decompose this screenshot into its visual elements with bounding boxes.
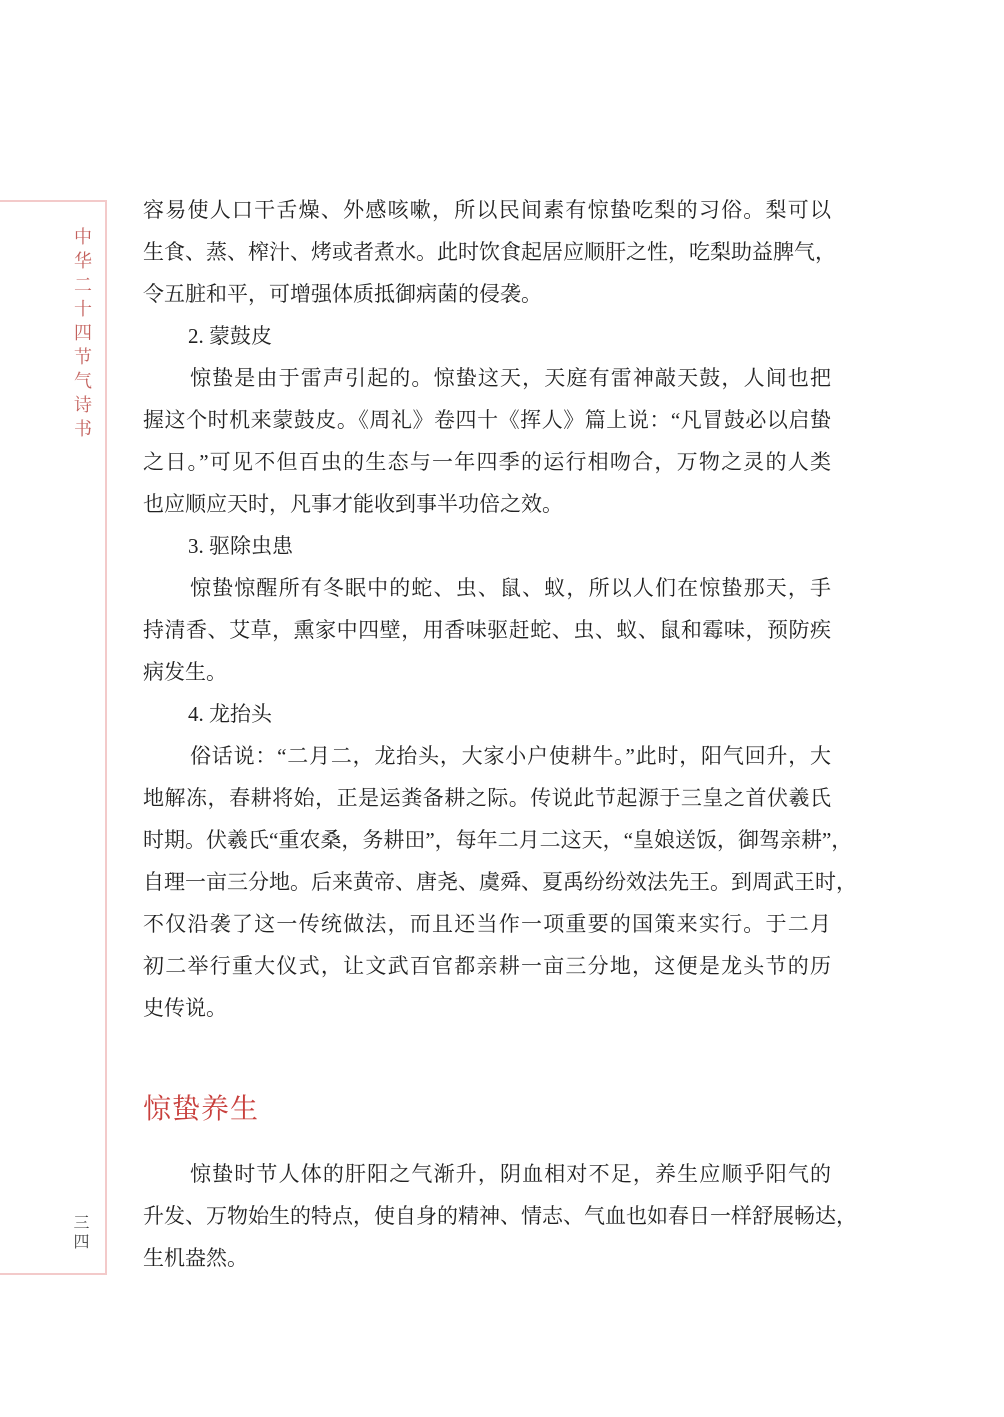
- paragraph-line: 自理一亩三分地。后来黄帝、唐尧、虞舜、夏禹纷纷效法先王。到周武王时，: [143, 870, 857, 894]
- paragraph-line: 容易使人口干舌燥、外感咳嗽，所以民间素有惊蛰吃梨的习俗。梨可以: [143, 198, 831, 222]
- paragraph-line: 地解冻，春耕将始，正是运粪备耕之际。传说此节起源于三皇之首伏羲氏: [143, 786, 831, 810]
- paragraph-line: 病发生。: [143, 660, 227, 684]
- content: [143, 189, 857, 1279]
- paragraph-line: 生食、蒸、榨汁、烤或者煮水。此时饮食起居应顺肝之性，吃梨助益脾气，: [143, 240, 836, 264]
- paragraph-line: 俗话说：“二月二，龙抬头，大家小户使耕牛。”此时，阳气回升，大: [190, 744, 831, 768]
- paragraph: [143, 567, 831, 693]
- sub-heading: 2. 蒙鼓皮: [188, 324, 272, 348]
- sub-heading: 3. 驱除虫患: [188, 534, 293, 558]
- section-title: 惊蛰养生: [143, 1094, 260, 1125]
- paragraph: [143, 189, 836, 315]
- page-number: 三四: [71, 1214, 88, 1252]
- paragraph-line: 生机盎然。: [143, 1246, 248, 1270]
- paragraph-line: 惊蛰时节人体的肝阳之气渐升，阴血相对不足，养生应顺乎阳气的: [190, 1162, 831, 1186]
- paragraph: [143, 1153, 857, 1279]
- paragraph: [143, 357, 831, 525]
- paragraph-line: 升发、万物始生的特点，使自身的精神、情志、气血也如春日一样舒展畅达，: [143, 1204, 857, 1228]
- paragraph-line: 握这个时机来蒙鼓皮。《周礼》卷四十《挥人》篇上说：“凡冒鼓必以启蛰: [143, 408, 831, 432]
- paragraph-line: 持清香、艾草，熏家中四壁，用香味驱赶蛇、虫、蚁、鼠和霉味，预防疾: [143, 618, 831, 642]
- paragraph: [143, 735, 857, 1029]
- paragraph-line: 初二举行重大仪式，让文武百官都亲耕一亩三分地，这便是龙头节的历: [143, 954, 831, 978]
- paragraph-line: 令五脏和平，可增强体质抵御病菌的侵袭。: [143, 282, 542, 306]
- paragraph-line: 不仅沿袭了这一传统做法，而且还当作一项重要的国策来实行。于二月: [143, 912, 831, 936]
- paragraph-line: 惊蛰是由于雷声引起的。惊蛰这天，天庭有雷神敲天鼓，人间也把: [190, 366, 831, 390]
- sub-heading: 4. 龙抬头: [188, 702, 272, 726]
- paragraph-line: 史传说。: [143, 996, 227, 1020]
- paragraph-line: 之日。”可见不但百虫的生态与一年四季的运行相吻合，万物之灵的人类: [143, 450, 831, 474]
- paragraph-line: 也应顺应天时，凡事才能收到事半功倍之效。: [143, 492, 563, 516]
- paragraph-line: 时期。伏羲氏“重农桑，务耕田”，每年二月二这天，“皇娘送饭，御驾亲耕”，: [143, 828, 853, 852]
- book-title-vertical: 中华二十四节气诗书: [72, 227, 92, 443]
- paragraph-line: 惊蛰惊醒所有冬眠中的蛇、虫、鼠、蚁，所以人们在惊蛰那天，手: [190, 576, 831, 600]
